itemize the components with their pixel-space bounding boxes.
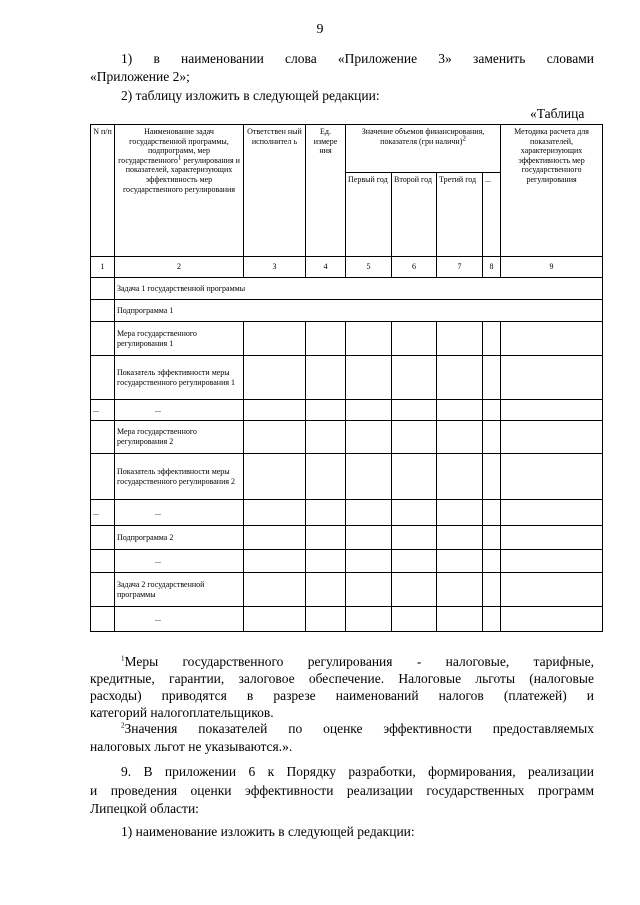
row-measure-1: Мера государственного регулирования 1 [115, 322, 244, 356]
col-number: 9 [501, 257, 603, 278]
header-unit: Ед. измере ния [306, 125, 346, 257]
col-number: 3 [244, 257, 306, 278]
footnote-2: $^2$Значения показателей по оценке эффективности предоставляемых [121, 721, 594, 736]
footnote-1-line-3: расходы) приводятся в разрезе наименований налогов (платежей) и [90, 688, 594, 703]
table-label: «Таблица [530, 106, 585, 121]
table-row [91, 421, 603, 454]
row-indicator-2: Показатель эффективности меры государственного регулирования 2 [115, 454, 244, 500]
paragraph-9-line-3: Липецкой области: [90, 801, 199, 816]
col-number: 7 [437, 257, 483, 278]
paragraph-9: 9. В приложении 6 к Порядку разработки, формирования, реализации [121, 764, 594, 779]
footnote-1: $^1$Меры государственного регулирования - налоговые, тарифные, [121, 654, 594, 669]
table-row [91, 573, 603, 607]
page-number: 9 [316, 22, 324, 37]
table-row [91, 526, 603, 550]
row-dots-num: ... [91, 500, 115, 526]
col-number: 8 [483, 257, 501, 278]
row-task-1: Задача 1 государственной программы [115, 278, 603, 300]
table-row [91, 550, 603, 573]
table-row [91, 454, 603, 500]
paragraph-9-line-2: и проведения оценки эффективности реализации государственных программ [90, 783, 594, 798]
table-row [91, 300, 603, 322]
table-row [91, 607, 603, 632]
header-values: Значение объемов финансирования, показателя (грн наличн)$^2$ [346, 125, 501, 173]
intro-item-1-cont: «Приложение 2»; [90, 69, 190, 84]
row-dots: ... [115, 500, 244, 526]
row-indicator-1: Показатель эффективности меры государственного регулирования 1 [115, 356, 244, 400]
col-number: 6 [392, 257, 437, 278]
row-subprogram-1: Подпрограмма 1 [115, 300, 603, 322]
row-task-2: Задача 2 государственной программы [115, 573, 244, 607]
table-row [91, 278, 603, 300]
row-dots: ... [115, 550, 244, 573]
footnote-1-line-2: кредитные, гарантии, залоговое обеспечение. Налоговые льготы (налоговые [90, 671, 594, 686]
header-method: Методика расчета для показателей, характеризующих эффективность мер государственного регулирования [501, 125, 603, 257]
footnote-2-line-2: налоговых льгот не указываются.». [90, 739, 293, 754]
table-row [91, 356, 603, 400]
row-subprogram-2: Подпрограмма 2 [115, 526, 244, 550]
row-measure-2: Мера государственного регулирования 2 [115, 421, 244, 454]
body-item-1: 1) наименование изложить в следующей редакции: [121, 824, 415, 839]
row-dots: ... [115, 607, 244, 632]
header-num: N п/п [91, 125, 115, 257]
intro-item-1: 1) в наименовании слова «Приложение 3» заменить словами [121, 51, 594, 66]
header-year-1: Первый год [346, 173, 392, 257]
header-year-3: Третий год [437, 173, 483, 257]
intro-item-2: 2) таблицу изложить в следующей редакции: [121, 88, 380, 103]
header-year-more: ... [483, 173, 501, 257]
col-number: 2 [115, 257, 244, 278]
table-row [91, 500, 603, 526]
table-row [91, 322, 603, 356]
table-row [91, 400, 603, 421]
program-table [90, 124, 603, 632]
col-number: 5 [346, 257, 392, 278]
row-dots: ... [115, 400, 244, 421]
footnote-1-line-4: категорий налогоплательщиков. [90, 705, 274, 720]
col-number: 1 [91, 257, 115, 278]
row-dots-num: ... [91, 400, 115, 421]
header-year-2: Второй год [392, 173, 437, 257]
header-name: Наименование задач государственной программы, подпрограмм, мер государственного$^1$ регулирования и показателей, характеризующих эффективность мер государственного регулирования [115, 125, 244, 257]
col-number: 4 [306, 257, 346, 278]
header-responsible: Ответствен ный исполнител ь [244, 125, 306, 257]
